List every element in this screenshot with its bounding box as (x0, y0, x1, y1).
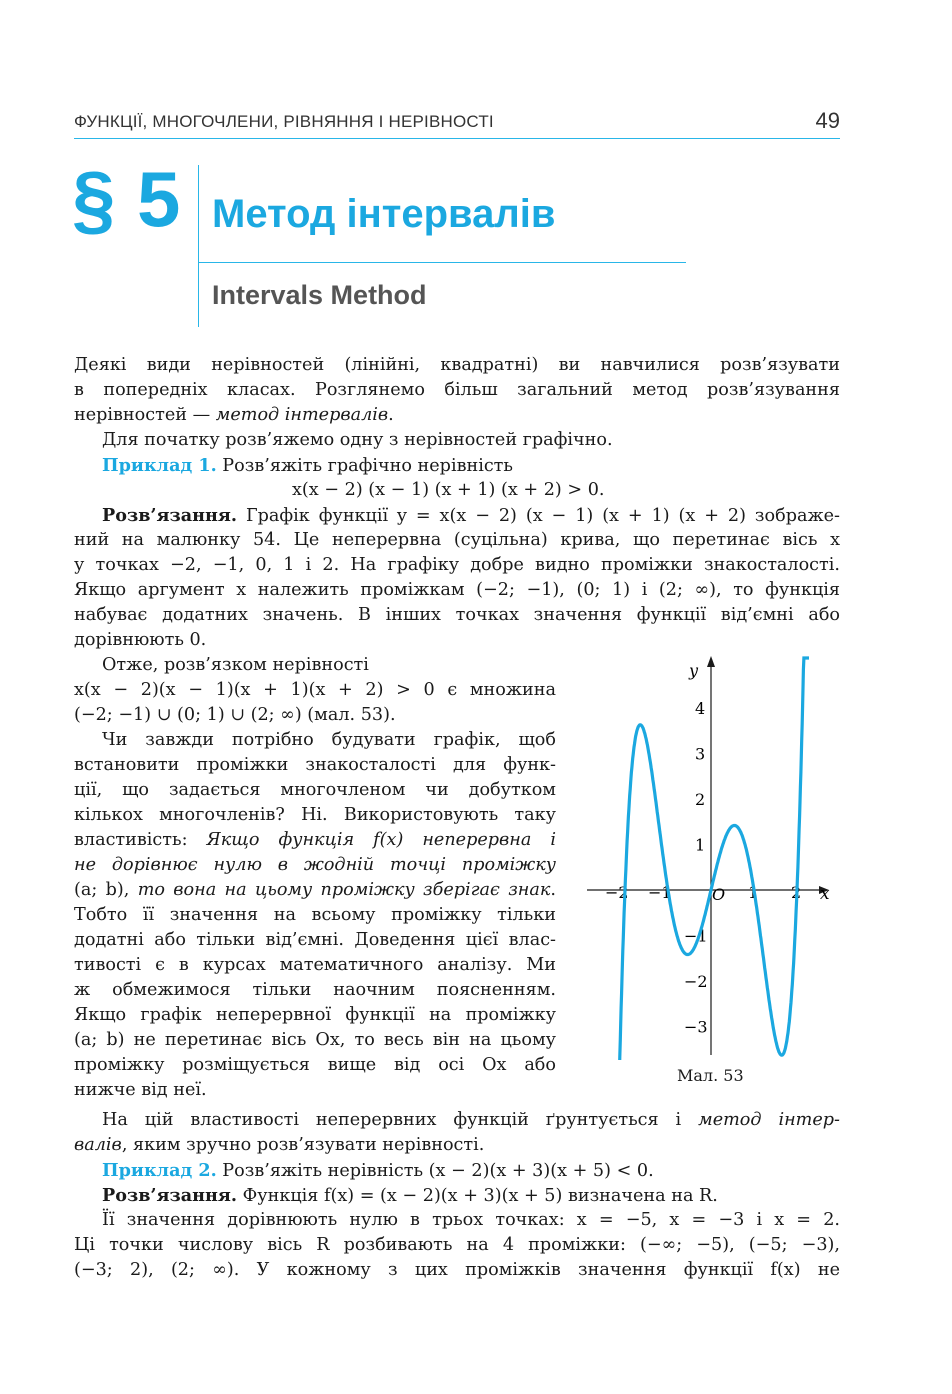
text-content: Чи завжди потрібно будувати графік, щоб (102, 730, 556, 750)
text-content: кількох многочленів? Ні. Використовують таку (74, 805, 556, 825)
section-subtitle: Intervals Method (212, 280, 427, 310)
text-line (74, 678, 556, 703)
text-line (74, 1133, 484, 1158)
text-line (74, 778, 556, 803)
text-content: ж обмежимося тільки наочним поясненням. (74, 980, 556, 1000)
text-line (74, 628, 206, 653)
text-line (74, 553, 840, 578)
text-content: Тобто її значення на всьому проміжку тільки (74, 905, 556, 925)
text-line (74, 603, 840, 628)
text-line (74, 378, 840, 403)
text-content: проміжку розміщується вище від осі Ox або (74, 1055, 556, 1075)
text-content: властивість: (74, 830, 207, 850)
text-content: Для початку розв’яжемо одну з нерівностей графічно. (102, 430, 613, 450)
text-content: в попередніх класах. Розглянемо більш загальний метод розв’язування (74, 380, 840, 400)
text-content: , яким зручно розв’язувати нерівності. (121, 1135, 485, 1155)
text-line (74, 528, 840, 553)
text-content: ний на малюнку 54. Це неперервна (суцільна) крива, що перетинає вісь x (74, 530, 840, 550)
y-tick-labels (684, 699, 708, 1037)
text-content: нижче від неї. (74, 1080, 207, 1100)
text-line (102, 1208, 840, 1233)
text-line (102, 503, 840, 529)
text-line (74, 1258, 840, 1283)
text-content: (−2; −1) ∪ (0; 1) ∪ (2; ∞) (мал. 53). (74, 705, 396, 725)
text-content: Отже, розв’язком нерівності (102, 655, 369, 675)
text-line (74, 953, 556, 978)
x-tick-label: 2 (791, 883, 802, 902)
text-line (74, 753, 556, 778)
text-content: у точках −2, −1, 0, 1 і 2. На графіку добре видно проміжки знакосталості. (74, 555, 840, 575)
y-tick-label: −1 (684, 926, 708, 946)
running-header (74, 108, 840, 139)
text-content: встановити проміжки знакосталості для функ- (74, 755, 556, 775)
y-tick-label: 3 (695, 744, 706, 764)
y-tick-label: −2 (684, 972, 708, 991)
origin-label: O (712, 885, 726, 904)
text-italic: валів (74, 1135, 122, 1155)
text-line (74, 353, 840, 378)
text-line (102, 453, 513, 479)
text-content: На цій властивості неперервних функцій ґрунтується і (102, 1110, 699, 1130)
text-content: дорівнюють 0. (74, 630, 207, 650)
text-content: . (388, 405, 394, 425)
text-line (102, 428, 613, 453)
text-content: Її значення дорівнюють нулю в трьох точках: x = −5, x = −3 і x = 2. (102, 1210, 840, 1230)
text-italic: Якщо функція f(x) неперервна і (206, 830, 556, 850)
text-line (74, 703, 396, 728)
text-line (102, 1108, 840, 1133)
text-line (292, 478, 605, 503)
figure-caption: Мал. 53 (677, 1066, 744, 1085)
text-italic: то вона на цьому проміжку зберігає знак (137, 880, 551, 900)
text-line (102, 1158, 654, 1184)
y-tick-label: 1 (695, 835, 706, 855)
header-title: ФУНКЦІЇ, МНОГОЧЛЕНИ, РІВНЯННЯ І НЕРІВНОСТІ (74, 112, 494, 131)
section-number: § 5 (72, 155, 181, 243)
text-line (74, 853, 556, 878)
text-content: Графік функції y = x(x − 2) (x − 1) (x + 1) (x + 2) зображе- (237, 506, 840, 526)
y-axis-label: y (689, 661, 699, 680)
text-italic: метод інтервалів (215, 405, 389, 425)
text-content: x(x − 2)(x − 1)(x + 1)(x + 2) > 0 є множина (74, 680, 556, 700)
text-content: Розв’яжіть графічно нерівність (216, 456, 513, 476)
y-tick-label: 2 (695, 790, 706, 809)
text-label: Розв’язання. (102, 505, 238, 526)
x-axis-label: x (820, 884, 830, 904)
section-divider-vertical (198, 165, 199, 327)
text-label: Приклад 2. (102, 1160, 217, 1181)
text-line (74, 1003, 556, 1028)
x-tick-label: −2 (605, 883, 629, 902)
text-line (74, 803, 556, 828)
text-content: (a; b), (74, 880, 138, 900)
text-line (102, 728, 556, 753)
text-content: набуває додатних значень. В інших точках значення функції від’ємні або (74, 605, 840, 625)
text-line (74, 978, 556, 1003)
text-line (74, 828, 556, 853)
text-line (74, 1028, 556, 1053)
page-number: 49 (815, 108, 840, 133)
text-content: Функція f(x) = (x − 2)(x + 3)(x + 5) визначена на R. (237, 1186, 718, 1206)
text-content: тивості є в курсах математичного аналізу. Ми (74, 955, 556, 975)
text-content: (a; b) не перетинає вісь Ox, то весь він на цьому (74, 1030, 556, 1050)
text-line (74, 403, 394, 428)
text-content: ції, що задається многочленом чи добутком (74, 780, 556, 800)
text-line (102, 1183, 718, 1209)
text-line (74, 1233, 840, 1258)
text-line (74, 903, 556, 928)
text-content: . (550, 880, 556, 900)
text-content: нерівностей — (74, 405, 216, 425)
x-tick-label: 1 (748, 883, 759, 902)
x-tick-label: −1 (648, 883, 672, 902)
text-content: Ці точки числову вісь R розбивають на 4 проміжки: (−∞; −5), (−5; −3), (74, 1235, 840, 1255)
text-italic: метод інтер- (698, 1110, 840, 1130)
text-line (74, 1078, 207, 1103)
text-line (74, 878, 556, 903)
text-content: (−3; 2), (2; ∞). У кожному з цих проміжків значення функції f(x) не (74, 1260, 840, 1280)
text-line (74, 1053, 556, 1078)
y-tick-label: −3 (684, 1017, 708, 1037)
text-content: Деякі види нерівностей (лінійні, квадратні) ви навчилися розв’язувати (74, 355, 840, 375)
text-label: Розв’язання. (102, 1185, 238, 1206)
text-content: Якщо аргумент x належить проміжкам (−2; −1), (0; 1) і (2; ∞), то функція (74, 580, 840, 600)
text-line (74, 578, 840, 603)
formula: x(x − 2) (x − 1) (x + 1) (x + 2) > 0. (292, 480, 605, 500)
y-tick-label: 4 (695, 699, 706, 718)
text-line (102, 653, 369, 678)
text-content: Якщо графік неперервної функції на проміжку (74, 1005, 556, 1025)
text-label: Приклад 1. (102, 455, 217, 476)
y-axis-arrow (707, 656, 715, 667)
text-content: додатні або тільки від’ємні. Доведення цієї влас- (74, 930, 556, 950)
text-line (74, 928, 556, 953)
text-content: Розв’яжіть нерівність (x − 2)(x + 3)(x + 5) < 0. (216, 1161, 654, 1181)
section-divider-horizontal (198, 262, 686, 263)
x-tick-labels (605, 883, 801, 902)
text-italic: не дорівнює нулю в жодній точці проміжку (74, 855, 556, 875)
section-title: Метод інтервалів (212, 192, 556, 236)
function-graph (583, 650, 843, 1060)
